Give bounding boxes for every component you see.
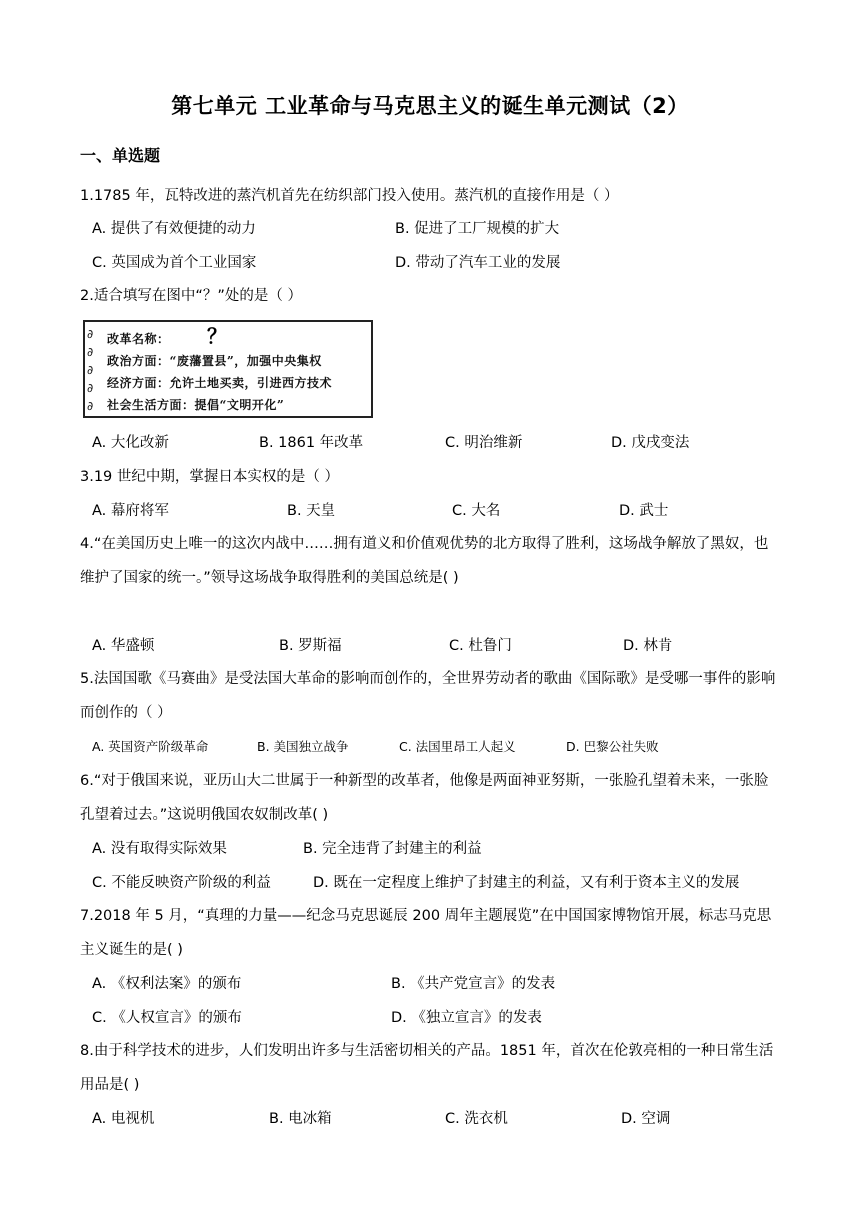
question-8: 8.由于科学技术的进步，人们发明出许多与生活密切相关的产品。1851 年，首次在伦敦亮相的一种日常生活用品是( ) <box>80 1043 774 1093</box>
question-6: 6.“对于俄国来说，亚历山大二世属于一种新型的改革者，他像是两面神亚努斯，一张脸孔望着未来，一张脸孔望着过去。”这说明俄国农奴制改革( ) <box>80 773 769 823</box>
section-heading: 一、单选题 <box>80 146 161 165</box>
q6-option-b[interactable]: B. 完全违背了封建主的利益 <box>303 841 482 857</box>
q4-option-c[interactable]: C. 杜鲁门 <box>449 638 512 654</box>
binding-ring-icon: ∂ <box>87 345 94 359</box>
q1-option-b[interactable]: B. 促进了工厂规模的扩大 <box>395 221 560 237</box>
q2-option-c[interactable]: C. 明治维新 <box>445 435 523 451</box>
q7-option-c[interactable]: C. 《人权宣言》的颁布 <box>92 1010 242 1026</box>
q5-option-d[interactable]: D. 巴黎公社失败 <box>566 739 659 754</box>
q7-option-d[interactable]: D. 《独立宣言》的发表 <box>391 1010 542 1026</box>
q1-option-a[interactable]: A. 提供了有效便捷的动力 <box>92 221 256 237</box>
figure-line-society: 社会生活方面：提倡“文明开化” <box>107 398 285 412</box>
q7-option-a[interactable]: A. 《权利法案》的颁布 <box>92 976 242 992</box>
question-7: 7.2018 年 5 月，“真理的力量——纪念马克思诞辰 200 周年主题展览”在中国国家博物馆开展，标志马克思主义诞生的是( ) <box>80 908 772 958</box>
q3-option-d[interactable]: D. 武士 <box>619 503 669 519</box>
q4-option-b[interactable]: B. 罗斯福 <box>279 638 342 654</box>
question-3: 3.19 世纪中期，掌握日本实权的是（ ） <box>80 469 340 485</box>
q8-option-b[interactable]: B. 电冰箱 <box>269 1111 332 1127</box>
q2-option-b[interactable]: B. 1861 年改革 <box>259 435 364 451</box>
binding-ring-icon: ∂ <box>87 381 94 395</box>
question-4: 4.“在美国历史上唯一的这次内战中……拥有道义和价值观优势的北方取得了胜利，这场战争解放了黑奴，也维护了国家的统一。”领导这场战争取得胜利的美国总统是( ) <box>80 536 769 586</box>
q3-option-c[interactable]: C. 大名 <box>452 503 501 519</box>
q2-option-a[interactable]: A. 大化改新 <box>92 435 169 451</box>
q3-option-a[interactable]: A. 幕府将军 <box>92 503 169 519</box>
page-title: 第七单元 工业革命与马克思主义的诞生单元测试（2） <box>171 94 689 118</box>
q1-option-c[interactable]: C. 英国成为首个工业国家 <box>92 255 257 271</box>
q4-option-d[interactable]: D. 林肯 <box>623 638 673 654</box>
q2-option-d[interactable]: D. 戊戌变法 <box>611 435 690 451</box>
q5-option-b[interactable]: B. 美国独立战争 <box>257 739 349 754</box>
q8-option-a[interactable]: A. 电视机 <box>92 1111 155 1127</box>
figure-question-mark: ？ <box>207 324 227 348</box>
question-1: 1.1785 年，瓦特改进的蒸汽机首先在纺织部门投入使用。蒸汽机的直接作用是（ ） <box>80 188 619 204</box>
binding-ring-icon: ∂ <box>87 327 94 341</box>
q6-option-c[interactable]: C. 不能反映资产阶级的利益 <box>92 875 271 891</box>
figure-line-politics: 政治方面：“废藩置县”，加强中央集权 <box>107 354 322 368</box>
binding-ring-icon: ∂ <box>87 399 94 413</box>
binding-ring-icon: ∂ <box>87 363 94 377</box>
question-5: 5.法国国歌《马赛曲》是受法国大革命的影响而创作的，全世界劳动者的歌曲《国际歌》是受哪一事件的影响而创作的（ ） <box>80 671 776 721</box>
q5-option-a[interactable]: A. 英国资产阶级革命 <box>92 739 209 754</box>
figure-line-economy: 经济方面：允许土地买卖，引进西方技术 <box>107 376 333 390</box>
q8-option-c[interactable]: C. 洗衣机 <box>445 1111 508 1127</box>
q7-option-b[interactable]: B. 《共产党宣言》的发表 <box>391 976 556 992</box>
q6-option-a[interactable]: A. 没有取得实际效果 <box>92 841 227 857</box>
q4-option-a[interactable]: A. 华盛顿 <box>92 638 155 654</box>
q6-option-d[interactable]: D. 既在一定程度上维护了封建主的利益，又有利于资本主义的发展 <box>313 875 740 891</box>
reform-figure <box>83 320 373 418</box>
question-2: 2.适合填写在图中“？”处的是（ ） <box>80 288 302 304</box>
figure-reform-name: 改革名称： <box>107 332 170 346</box>
q1-option-d[interactable]: D. 带动了汽车工业的发展 <box>395 255 561 271</box>
q5-option-c[interactable]: C. 法国里昂工人起义 <box>399 739 516 754</box>
q8-option-d[interactable]: D. 空调 <box>621 1111 671 1127</box>
q3-option-b[interactable]: B. 天皇 <box>287 503 336 519</box>
